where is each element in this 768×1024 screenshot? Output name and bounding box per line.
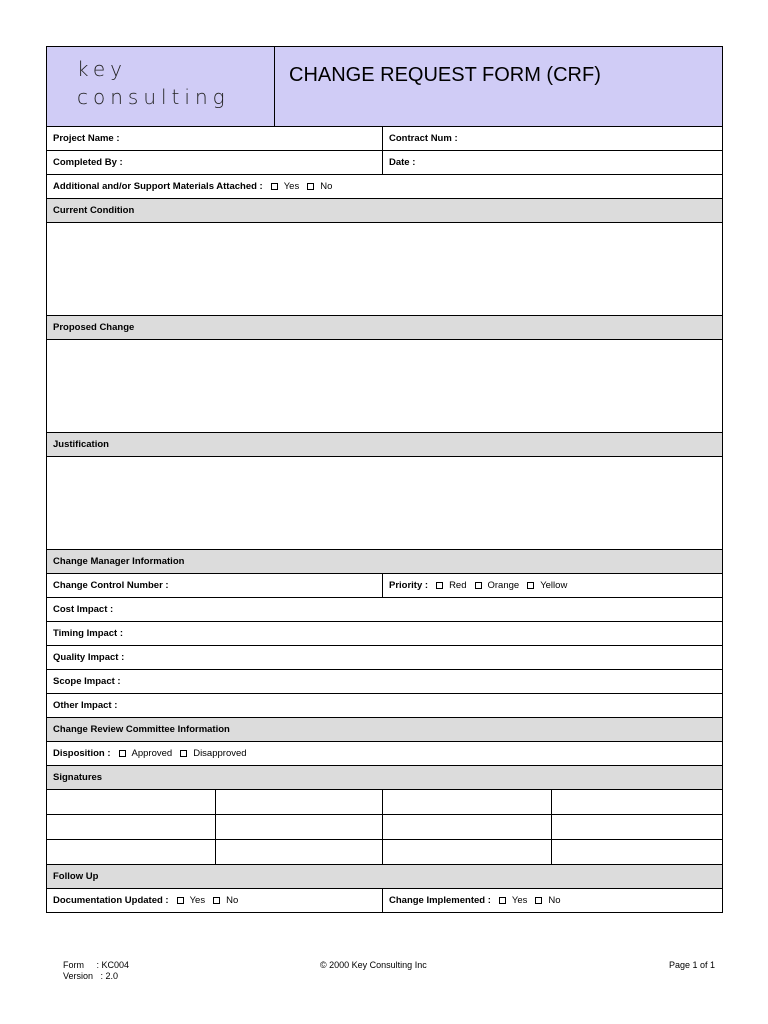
change-implemented-field bbox=[383, 889, 722, 912]
section-review-committee bbox=[47, 718, 722, 742]
copyright-text: © 2000 Key Consulting Inc bbox=[320, 960, 427, 970]
version-number: Version : 2.0 bbox=[63, 971, 119, 981]
change-control-row bbox=[47, 574, 722, 598]
form-header bbox=[47, 47, 722, 127]
documentation-updated-label: Documentation Updated : bbox=[53, 895, 169, 906]
materials-yes-option[interactable] bbox=[271, 181, 300, 192]
checkbox-icon[interactable] bbox=[535, 897, 542, 904]
signature-cell[interactable] bbox=[552, 815, 722, 839]
doc-no-option[interactable] bbox=[213, 895, 238, 906]
priority-orange-option[interactable] bbox=[475, 580, 520, 591]
priority-label: Priority : bbox=[389, 580, 429, 591]
current-condition-textarea[interactable] bbox=[47, 223, 722, 316]
option-label: Disapproved bbox=[193, 748, 247, 759]
contract-num-field[interactable]: Contract Num : bbox=[389, 133, 458, 144]
checkbox-icon[interactable] bbox=[213, 897, 220, 904]
scope-impact-row bbox=[47, 670, 722, 694]
signature-cell[interactable] bbox=[383, 840, 552, 864]
follow-up-row bbox=[47, 889, 722, 913]
other-impact-field[interactable]: Other Impact : bbox=[53, 700, 118, 711]
timing-impact-row bbox=[47, 622, 722, 646]
section-change-manager bbox=[47, 550, 722, 574]
option-label: No bbox=[226, 895, 239, 906]
section-heading: Justification bbox=[53, 439, 109, 450]
section-heading: Change Manager Information bbox=[53, 556, 185, 567]
other-impact-row bbox=[47, 694, 722, 718]
section-heading: Follow Up bbox=[53, 871, 99, 882]
project-name-field[interactable]: Project Name : bbox=[47, 127, 383, 150]
signature-cell[interactable] bbox=[216, 790, 383, 814]
priority-field bbox=[383, 574, 722, 597]
section-follow-up bbox=[47, 865, 722, 889]
option-label: Red bbox=[449, 580, 467, 591]
disposition-row bbox=[47, 742, 722, 766]
signature-cell[interactable] bbox=[47, 840, 216, 864]
form-number: Form : KC004 bbox=[63, 960, 130, 970]
priority-yellow-option[interactable] bbox=[527, 580, 567, 591]
section-current-condition bbox=[47, 199, 722, 223]
form-title: CHANGE REQUEST FORM (CRF) bbox=[289, 64, 601, 86]
checkbox-icon[interactable] bbox=[527, 582, 534, 589]
signature-row bbox=[47, 840, 722, 865]
checkbox-icon[interactable] bbox=[180, 750, 187, 757]
section-signatures bbox=[47, 766, 722, 790]
checkbox-icon[interactable] bbox=[499, 897, 506, 904]
option-label: Yellow bbox=[540, 580, 568, 591]
completed-by-field[interactable]: Completed By : bbox=[47, 151, 383, 174]
logo-line-2: consulting bbox=[77, 85, 230, 109]
checkbox-icon[interactable] bbox=[119, 750, 126, 757]
doc-yes-option[interactable] bbox=[177, 895, 206, 906]
completed-row bbox=[47, 151, 722, 175]
signature-cell[interactable] bbox=[383, 815, 552, 839]
date-field[interactable]: Date : bbox=[389, 157, 416, 168]
materials-no-option[interactable] bbox=[307, 181, 332, 192]
section-heading: Change Review Committee Information bbox=[53, 724, 230, 735]
signature-cell[interactable] bbox=[383, 790, 552, 814]
option-label: Approved bbox=[131, 748, 173, 759]
section-heading: Proposed Change bbox=[53, 322, 135, 333]
additional-materials-label: Additional and/or Support Materials Attached : bbox=[53, 181, 263, 192]
signature-cell[interactable] bbox=[552, 790, 722, 814]
option-label: Yes bbox=[511, 895, 528, 906]
documentation-updated-field bbox=[47, 889, 383, 912]
company-logo bbox=[47, 47, 275, 126]
quality-impact-row bbox=[47, 646, 722, 670]
cost-impact-field[interactable]: Cost Impact : bbox=[53, 604, 114, 615]
checkbox-icon[interactable] bbox=[307, 183, 314, 190]
signature-cell[interactable] bbox=[47, 815, 216, 839]
scope-impact-field[interactable]: Scope Impact : bbox=[53, 676, 121, 687]
quality-impact-field[interactable]: Quality Impact : bbox=[53, 652, 125, 663]
disposition-label: Disposition : bbox=[53, 748, 111, 759]
change-request-form bbox=[46, 46, 723, 913]
approved-option[interactable] bbox=[119, 748, 173, 759]
signature-cell[interactable] bbox=[216, 840, 383, 864]
option-label: Orange bbox=[487, 580, 520, 591]
option-label: No bbox=[548, 895, 561, 906]
impl-no-option[interactable] bbox=[535, 895, 560, 906]
form-version-info bbox=[63, 960, 129, 982]
option-label: No bbox=[320, 181, 333, 192]
impl-yes-option[interactable] bbox=[499, 895, 528, 906]
logo-line-1: key bbox=[77, 57, 128, 81]
priority-red-option[interactable] bbox=[436, 580, 466, 591]
checkbox-icon[interactable] bbox=[475, 582, 482, 589]
timing-impact-field[interactable]: Timing Impact : bbox=[53, 628, 124, 639]
signature-cell[interactable] bbox=[552, 840, 722, 864]
cost-impact-row bbox=[47, 598, 722, 622]
section-proposed-change bbox=[47, 316, 722, 340]
checkbox-icon[interactable] bbox=[177, 897, 184, 904]
signature-row bbox=[47, 815, 722, 840]
section-heading: Signatures bbox=[53, 772, 103, 783]
additional-materials-row bbox=[47, 175, 722, 199]
checkbox-icon[interactable] bbox=[436, 582, 443, 589]
section-justification bbox=[47, 433, 722, 457]
justification-textarea[interactable] bbox=[47, 457, 722, 550]
option-label: Yes bbox=[189, 895, 206, 906]
disapproved-option[interactable] bbox=[180, 748, 246, 759]
section-heading: Current Condition bbox=[53, 205, 135, 216]
option-label: Yes bbox=[283, 181, 300, 192]
project-row bbox=[47, 127, 722, 151]
checkbox-icon[interactable] bbox=[271, 183, 278, 190]
proposed-change-textarea[interactable] bbox=[47, 340, 722, 433]
page-number: Page 1 of 1 bbox=[668, 960, 715, 970]
signature-row bbox=[47, 790, 722, 815]
signature-cell[interactable] bbox=[47, 790, 216, 814]
change-implemented-label: Change Implemented : bbox=[389, 895, 491, 906]
change-control-number-field[interactable]: Change Control Number : bbox=[47, 574, 383, 597]
signature-cell[interactable] bbox=[216, 815, 383, 839]
